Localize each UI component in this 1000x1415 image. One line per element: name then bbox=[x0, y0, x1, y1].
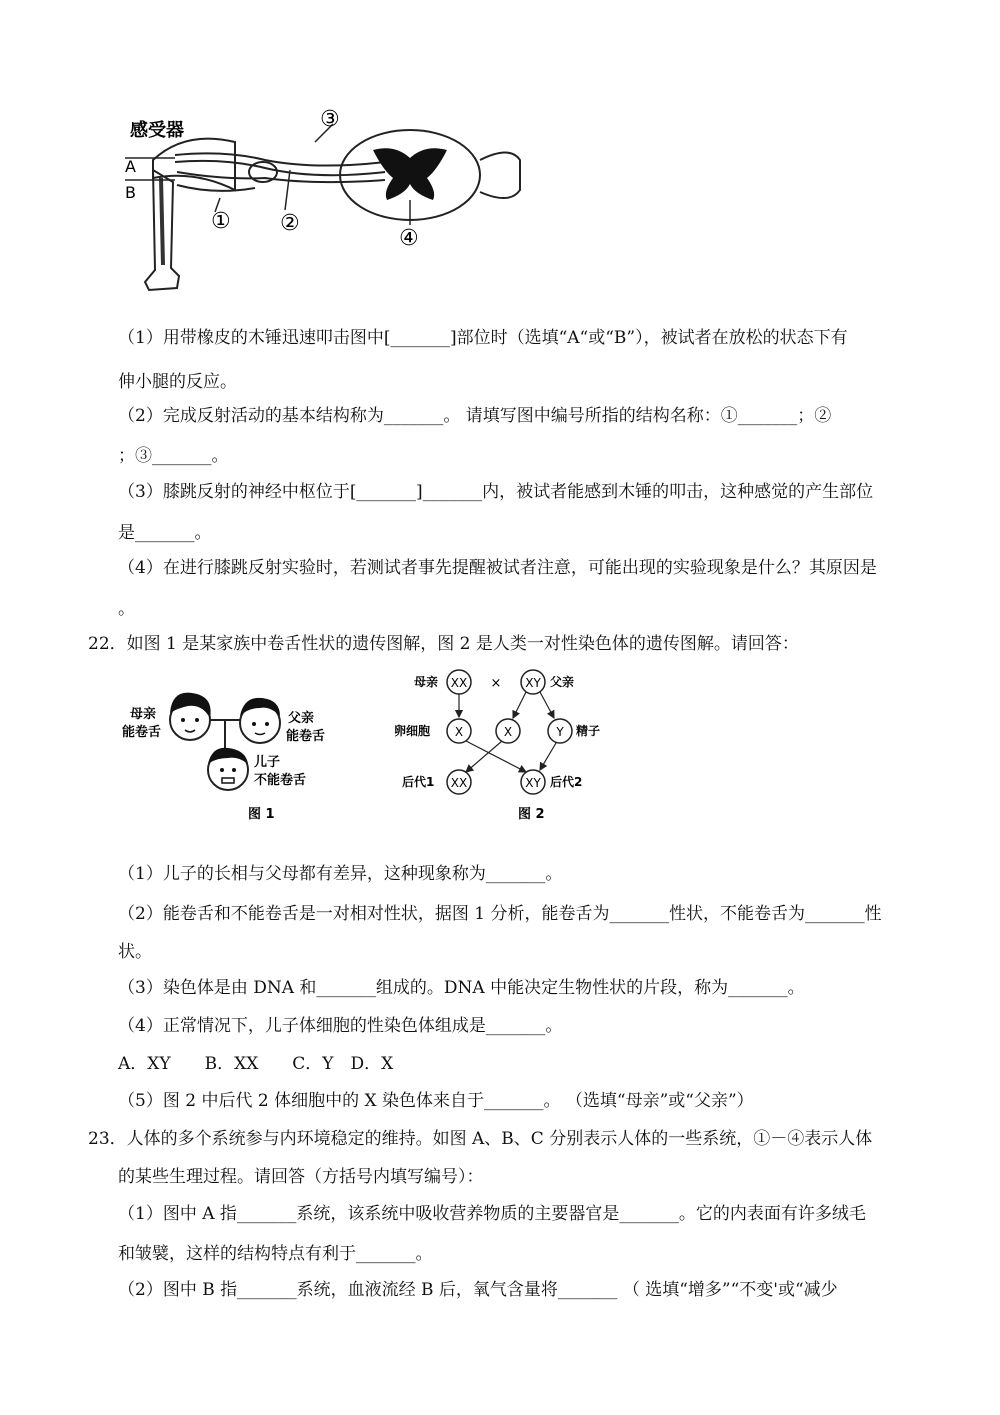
fig2-mother-xx: XX bbox=[450, 676, 468, 690]
fig2-cross-symbol: × bbox=[490, 676, 502, 691]
fig2-father-label: 父亲 bbox=[550, 675, 575, 689]
q22-part4: （4）正常情况下，儿子体细胞的性染色体组成是_______。 bbox=[118, 1016, 563, 1036]
fig2-mother-label: 母亲 bbox=[414, 675, 439, 689]
q23-part1-line1: （1）图中 A 指_______系统，该系统中吸收营养物质的主要器官是_______。它的内表面有许多绒毛 bbox=[118, 1204, 866, 1224]
q21-part2-line1: （2）完成反射活动的基本结构称为_______。 请填写图中编号所指的结构名称：①_______；② bbox=[118, 406, 832, 426]
fig2-caption: 图 2 bbox=[518, 807, 545, 822]
family-drawing bbox=[110, 668, 350, 828]
q21-part2-line2: ；③_______。 bbox=[118, 446, 229, 466]
q21-part4-line1: （4）在进行膝跳反射实验时，若测试者事先提醒被试者注意，可能出现的实验现象是什么？其原因是 bbox=[118, 558, 877, 578]
q22-options: A．XY B．XX C．Y D．X bbox=[118, 1054, 394, 1074]
q21-part1-line2: 伸小腿的反应。 bbox=[118, 372, 237, 392]
label-a: A bbox=[125, 157, 136, 176]
q21-part4-line2: 。 bbox=[118, 599, 135, 619]
fig2-egg-label: 卵细胞 bbox=[394, 724, 431, 738]
chromosome-diagram bbox=[390, 664, 620, 830]
fig2-offspring1-label: 后代1 bbox=[402, 775, 435, 789]
fig2-sperm-x: X bbox=[503, 725, 513, 739]
fig1-father-label: 父亲 bbox=[288, 711, 315, 726]
fig1-son-label: 儿子 bbox=[254, 755, 281, 770]
label-3: ③ bbox=[320, 107, 340, 132]
q23-part1-line2: 和皱襞，这样的结构特点有利于_______。 bbox=[118, 1244, 433, 1264]
q23-part2-line1: （2）图中 B 指_______系统，血液流经 B 后，氧气含量将_______ （ 选填“增多”“不变'或“减少 bbox=[118, 1280, 838, 1300]
fig2-sperm-y: Y bbox=[556, 725, 564, 739]
label-b: B bbox=[125, 183, 136, 202]
fig1-caption: 图 1 bbox=[248, 807, 275, 822]
q22-part2-line1: （2）能卷舌和不能卷舌是一对相对性状，据图 1 分析，能卷舌为_______性状，不能卷舌为_______性 bbox=[118, 904, 882, 924]
reflex-arc-drawing bbox=[115, 100, 535, 300]
q22-part2-line2: 状。 bbox=[118, 942, 152, 962]
fig1-son-trait: 不能卷舌 bbox=[254, 773, 307, 788]
q22-part1: （1）儿子的长相与父母都有差异，这种现象称为_______。 bbox=[118, 864, 563, 884]
fig1-mother-label: 母亲 bbox=[130, 707, 157, 722]
q21-part3-line2: 是_______。 bbox=[118, 523, 212, 543]
figure-1-family bbox=[110, 668, 350, 828]
q22-stem: 22．如图 1 是某家族中卷舌性状的遗传图解，图 2 是人类一对性染色体的遗传图解。请回答： bbox=[88, 634, 799, 654]
reflex-arc-figure bbox=[115, 100, 535, 300]
fig2-sperm-label: 精子 bbox=[576, 724, 601, 738]
q21-part1-line1: （1）用带橡皮的木锤迅速叩击图中[_______]部位时（选填“A“或“B”），被试者在放松的状态下有 bbox=[118, 328, 848, 348]
fig2-father-xy: XY bbox=[525, 676, 541, 690]
fig2-offspring1-xx: XX bbox=[450, 776, 468, 790]
q22-part3: （3）染色体是由 DNA 和_______组成的。DNA 中能决定生物性状的片段，称为_______。 bbox=[118, 978, 805, 998]
label-1: ① bbox=[211, 209, 231, 234]
q22-part5: （5）图 2 中后代 2 体细胞中的 X 染色体来自于_______。 （选填“母亲”或“父亲”） bbox=[118, 1091, 754, 1111]
figure-2-sex-chromosomes bbox=[390, 664, 620, 830]
label-2: ② bbox=[280, 211, 300, 236]
label-4: ④ bbox=[399, 226, 419, 251]
fig1-father-trait: 能卷舌 bbox=[286, 729, 326, 744]
label-receptor: 感受器 bbox=[130, 120, 184, 141]
fig2-offspring2-label: 后代2 bbox=[550, 775, 583, 789]
q21-part3-line1: （3）膝跳反射的神经中枢位于[_______]_______内，被试者能感到木锤的叩击，这种感觉的产生部位 bbox=[118, 482, 874, 502]
fig2-offspring2-xy: XY bbox=[525, 776, 541, 790]
fig1-mother-trait: 能卷舌 bbox=[122, 725, 162, 740]
q23-stem-line1: 23．人体的多个系统参与内环境稳定的维持。如图 A、B、C 分别表示人体的一些系统，①－④表示人体 bbox=[88, 1129, 873, 1149]
q23-stem-line2: 的某些生理过程。请回答（方括号内填写编号）： bbox=[118, 1167, 484, 1187]
fig2-egg-x: X bbox=[454, 725, 464, 739]
